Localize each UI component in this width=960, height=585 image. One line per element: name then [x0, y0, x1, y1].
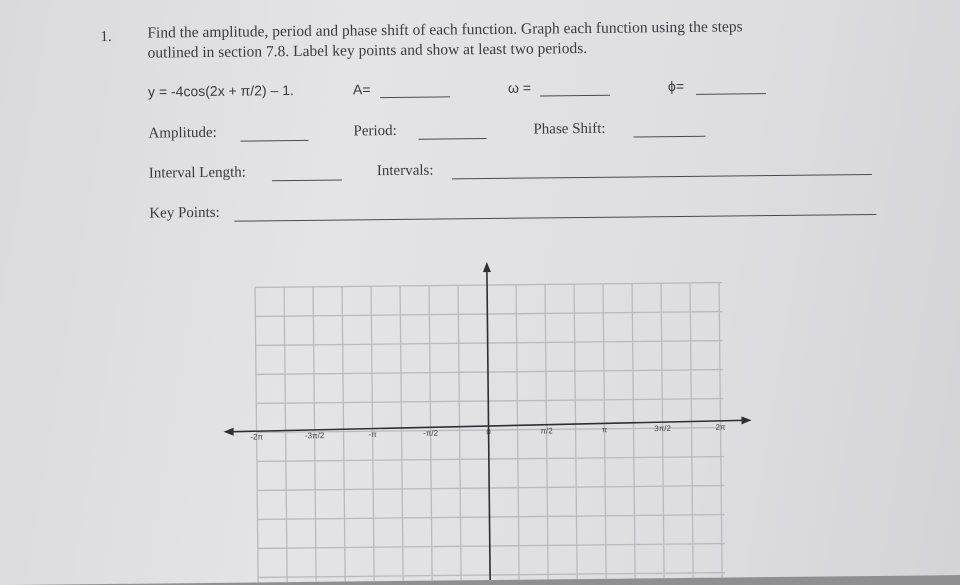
y-axis-arrow [483, 262, 491, 272]
x-tick-label: -π [368, 429, 377, 440]
phase-shift-label: Phase Shift: [533, 120, 606, 138]
x-tick-label: -2π [250, 432, 263, 442]
amplitude-label: Amplitude: [148, 124, 217, 142]
grid-line-horizontal [256, 341, 723, 346]
a-label: A= [352, 81, 371, 98]
phi-label: ϕ= [667, 77, 685, 95]
x-tick-label: π [601, 425, 608, 435]
x-tick-label: -π/2 [423, 428, 439, 438]
grid-line-horizontal [255, 283, 722, 288]
x-tick-label: 3π/2 [654, 423, 671, 434]
grid-line-horizontal [258, 544, 725, 549]
grid-line-horizontal [256, 399, 723, 404]
key-points-label: Key Points: [149, 204, 220, 222]
interval-length-label: Interval Length: [148, 164, 246, 182]
x-axis-arrow-right [741, 416, 751, 424]
grid-line-vertical [400, 286, 403, 585]
grid-line-vertical [342, 287, 345, 585]
problem-number: 1. [100, 28, 112, 46]
grid-line-horizontal [256, 370, 723, 375]
x-tick-label: 2π [715, 422, 726, 432]
x-axis-arrow-left [224, 428, 234, 436]
grid-line-horizontal [257, 515, 724, 520]
grid-line-horizontal [257, 457, 724, 462]
x-tick-label: -3π/2 [304, 431, 325, 441]
x-tick-label: π/2 [540, 426, 553, 436]
y-axis [487, 265, 491, 585]
function-equation: y = -4cos(2x + π/2) – 1. [147, 82, 294, 100]
grid-line-horizontal [258, 573, 725, 578]
grid-line-vertical [458, 285, 461, 585]
grid-line-horizontal [257, 486, 724, 491]
graph-axes [222, 259, 754, 585]
omega-label: ω = [507, 79, 532, 96]
grid-line-horizontal [255, 312, 722, 317]
instructions-line-1: Find the amplitude, period and phase shift of each function. Graph each function using the steps [147, 18, 743, 42]
period-label: Period: [353, 122, 397, 140]
intervals-label: Intervals: [376, 162, 434, 180]
instructions-line-2: outlined in section 7.8. Label key points and show at least two periods. [147, 39, 588, 62]
grid-line-vertical [284, 287, 287, 585]
x-tick-label: 0 [486, 427, 491, 437]
